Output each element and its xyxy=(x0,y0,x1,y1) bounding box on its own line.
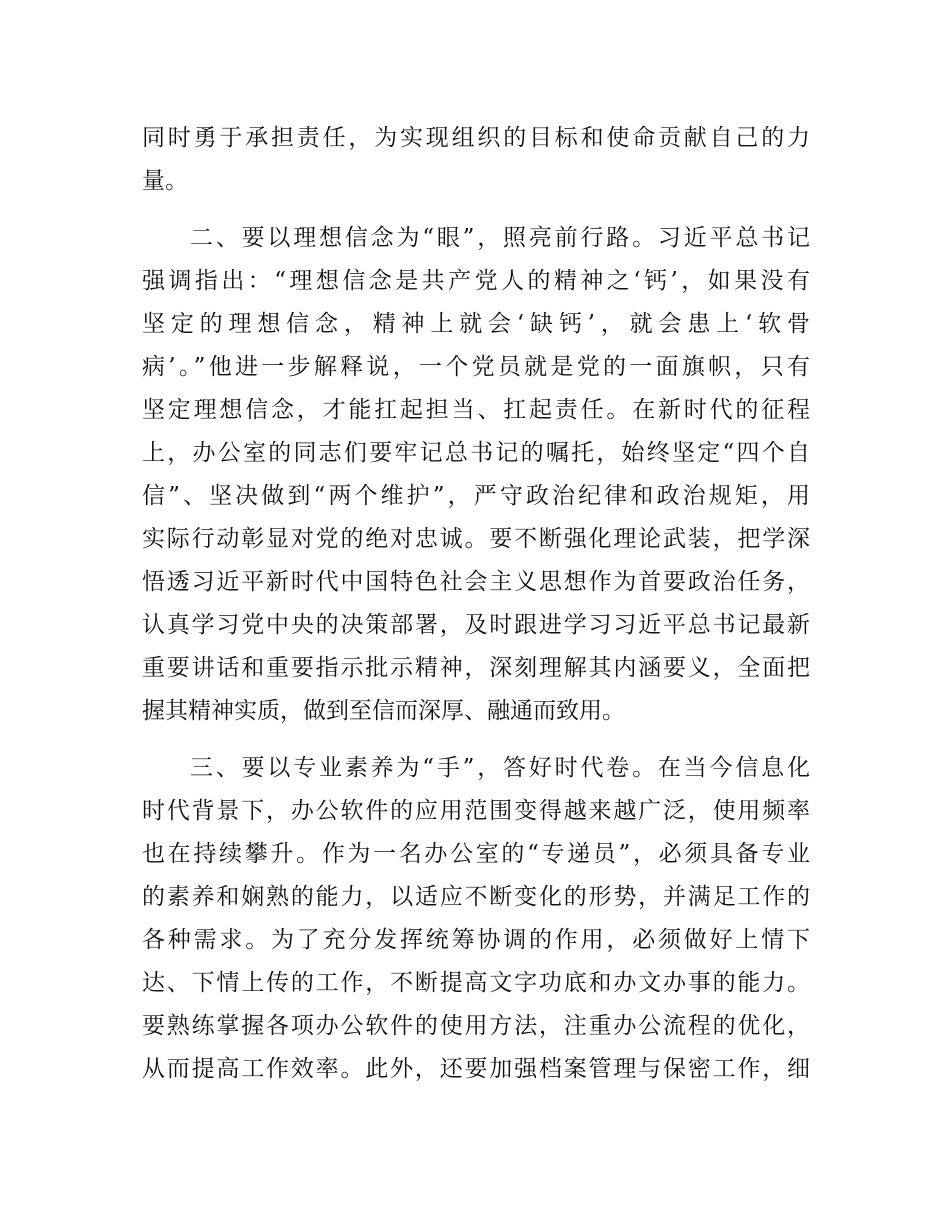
paragraph-2-line-2: 强调指出：“理想信念是共产党人的精神之‘钙’，如果没有 xyxy=(142,268,810,294)
paragraph-3-line-7: 要熟练掌握各项办公软件的使用方法，注重办公流程的优化， xyxy=(142,1013,810,1039)
paragraph-2-line-8: 实际行动彰显对党的绝对忠诚。要不断强化理论武装，把学深 xyxy=(142,526,810,552)
paragraph-1-line-2: 量。 xyxy=(142,168,188,194)
paragraph-3-line-4: 的素养和娴熟的能力，以适应不断变化的形势，并满足工作的 xyxy=(142,884,810,910)
paragraph-2-line-4: 病’。”他进一步解释说，一个党员就是党的一面旗帜，只有 xyxy=(142,354,810,380)
paragraph-3-line-1: 三、要以专业素养为“手”，答好时代卷。在当今信息化 xyxy=(190,755,810,781)
paragraph-2-line-9: 悟透习近平新时代中国特色社会主义思想作为首要政治任务， xyxy=(142,569,810,595)
paragraph-2-line-12: 握其精神实质，做到至信而深厚、融通而致用。 xyxy=(142,698,625,724)
paragraph-2-line-3: 坚定的理想信念，精神上就会‘缺钙’，就会患上‘软骨 xyxy=(142,311,810,337)
paragraph-3-line-8: 从而提高工作效率。此外，还要加强档案管理与保密工作，细 xyxy=(142,1056,810,1082)
paragraph-1-line-1: 同时勇于承担责任，为实现组织的目标和使命贡献自己的力 xyxy=(142,125,810,151)
paragraph-2-line-1: 二、要以理想信念为“眼”，照亮前行路。习近平总书记 xyxy=(190,225,810,251)
paragraph-3-line-3: 也在持续攀升。作为一名办公室的“专递员”，必须具备专业 xyxy=(142,841,810,867)
paragraph-2-line-5: 坚定理想信念，才能扛起担当、扛起责任。在新时代的征程 xyxy=(142,397,810,423)
paragraph-3-line-6: 达、下情上传的工作，不断提高文字功底和办文办事的能力。 xyxy=(142,970,810,996)
paragraph-2-line-6: 上，办公室的同志们要牢记总书记的嘱托，始终坚定“四个自 xyxy=(142,440,810,466)
paragraph-2-line-10: 认真学习党中央的决策部署，及时跟进学习习近平总书记最新 xyxy=(142,612,810,638)
paragraph-2-line-7: 信”、坚决做到“两个维护”，严守政治纪律和政治规矩，用 xyxy=(142,483,810,509)
paragraph-3-line-5: 各种需求。为了充分发挥统筹协调的作用，必须做好上情下 xyxy=(142,927,810,953)
paragraph-3-line-2: 时代背景下，办公软件的应用范围变得越来越广泛，使用频率 xyxy=(142,798,810,824)
paragraph-2-line-11: 重要讲话和重要指示批示精神，深刻理解其内涵要义，全面把 xyxy=(142,655,810,681)
